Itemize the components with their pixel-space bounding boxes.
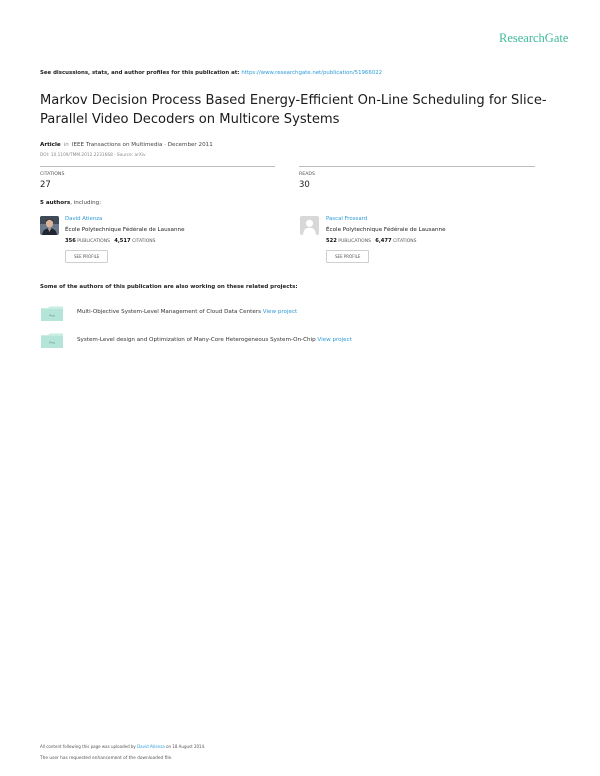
view-project-link[interactable]: View project (262, 309, 298, 315)
author-avatar-david-atienza[interactable] (40, 216, 59, 235)
author-name-link[interactable]: David Atienza (65, 216, 103, 222)
see-profile-button[interactable]: SEE PROFILE (326, 250, 369, 263)
author-institution: École Polytechnique Fédérale de Lausanne (326, 227, 446, 233)
project-item (77, 309, 297, 315)
divider-citations (40, 166, 275, 167)
publication-title: Markov Decision Process Based Energy-Efficient On-Line Scheduling for Slice-Parallel Video Decoders on Multicore Systems (40, 93, 547, 127)
author-citations-count: 4,517 (114, 238, 131, 244)
publications-label: PUBLICATIONS (338, 239, 371, 244)
publication-url-link[interactable]: https://www.researchgate.net/publication/51966022 (241, 70, 383, 76)
publications-count: 356 (65, 238, 76, 244)
upload-note-prefix: All content following this page was uploaded by (40, 744, 136, 749)
citations-count: 27 (40, 180, 51, 190)
researchgate-logo[interactable]: ResearchGate (499, 31, 569, 45)
author-name-link[interactable]: Pascal Frossard (326, 216, 368, 222)
project-icon-label: Proj (49, 313, 55, 318)
publication-doi: DOI: 10.1109/TMM.2012.2231668 · Source: arXiv (40, 153, 146, 158)
author-institution: École Polytechnique Fédérale de Lausanne (65, 227, 185, 233)
author-citations-count: 6,477 (375, 238, 392, 244)
project-icon-label: Proj (49, 340, 55, 345)
divider-reads (299, 166, 535, 167)
publications-label: PUBLICATIONS (77, 239, 110, 244)
view-project-link[interactable]: View project (317, 337, 352, 343)
publication-type: Article (40, 142, 61, 148)
related-projects-heading: Some of the authors of this publication are also working on these related projects: (40, 284, 298, 290)
reads-count: 30 (299, 180, 310, 190)
publication-venue: IEEE Transactions on Multimedia · December 2011 (71, 142, 213, 148)
author-citations-label: CITATIONS (393, 239, 417, 244)
author-citations-label: CITATIONS (132, 239, 156, 244)
discussion-label: See discussions, stats, and author profiles for this publication at: (40, 70, 240, 76)
authors-count-line (40, 200, 101, 206)
project-item (77, 337, 352, 343)
reads-label: READS (299, 172, 316, 177)
uploader-link[interactable]: David Atienza (137, 744, 165, 749)
discussion-line (40, 70, 382, 76)
see-profile-button[interactable]: SEE PROFILE (65, 250, 108, 263)
publications-count: 522 (326, 238, 337, 244)
project-title: Multi-Objective System-Level Management of Cloud Data Centers (77, 309, 261, 315)
project-icon[interactable] (41, 333, 63, 348)
enhancement-note: The user has requested enhancement of the downloaded file. (40, 756, 173, 761)
in-word: in (63, 142, 69, 148)
project-title: System-Level design and Optimization of Many-Core Heterogeneous System-On-Chip (77, 337, 316, 343)
citations-label: CITATIONS (40, 172, 65, 177)
project-icon[interactable] (41, 306, 63, 321)
author-stats (65, 238, 156, 244)
author-avatar-pascal-frossard[interactable] (300, 216, 319, 235)
author-stats (326, 238, 417, 244)
upload-note (40, 744, 205, 749)
publication-meta (40, 142, 213, 148)
upload-note-suffix: on 18 August 2014. (166, 744, 206, 749)
authors-suffix: , including: (70, 200, 102, 206)
authors-count: 5 authors (40, 200, 71, 206)
